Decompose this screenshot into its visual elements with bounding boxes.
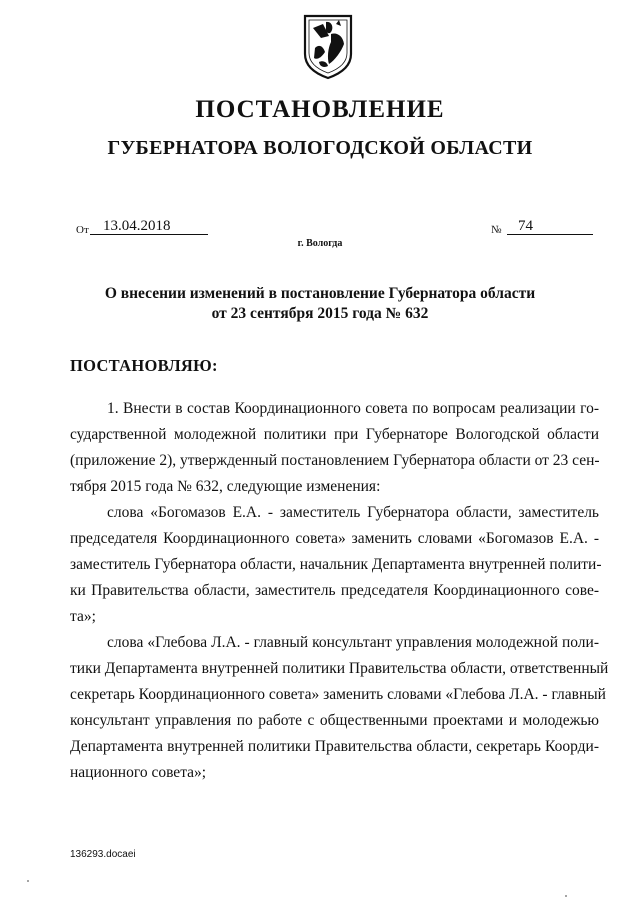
text-line: председателя Координационного совета» заменить словами «Богомазов Е.А. -: [70, 530, 599, 547]
document-body: [70, 396, 609, 786]
text-line: та»;: [70, 608, 96, 625]
text-line: слова «Богомазов Е.А. - заместитель Губернатора области, заместитель: [107, 504, 599, 521]
text-line: тики Департамента внутренней политики Правительства области, ответственный: [70, 660, 609, 677]
paragraph: [70, 500, 602, 630]
text-line: 1. Внести в состав Координационного совета по вопросам реализации го-: [107, 400, 599, 417]
text-line: сударственной молодежной политики при Губернаторе Вологодской области: [70, 426, 599, 443]
scan-speck: [565, 895, 567, 897]
text-line: консультант управления по работе с общественными проектами и молодежью: [70, 712, 599, 729]
date-value: 13.04.2018: [90, 218, 208, 235]
document-number: 74: [507, 218, 593, 235]
text-line: ки Правительства области, заместитель председателя Координационного сове-: [70, 582, 599, 599]
city-label: г. Вологда: [297, 238, 343, 249]
document-issuer: ГУБЕРНАТОРА ВОЛОГОДСКОЙ ОБЛАСТИ: [107, 137, 533, 159]
text-line: Департамента внутренней политики Правительства области, секретарь Коорди-: [70, 738, 599, 755]
number-label: №: [491, 224, 502, 236]
document-subject: [0, 284, 640, 324]
decree-heading: ПОСТАНОВЛЯЮ:: [70, 356, 218, 375]
subject-line: О внесении изменений в постановление Губернатора области: [104, 285, 536, 302]
scan-speck: [27, 880, 29, 882]
subject-line: от 23 сентября 2015 года № 632: [211, 305, 429, 322]
document-title: ПОСТАНОВЛЕНИЕ: [195, 96, 445, 123]
paragraph: [70, 396, 599, 500]
text-line: (приложение 2), утвержденный постановлением Губернатора области от 23 сен-: [70, 452, 600, 469]
footer-doc-code: 136293.docaei: [70, 849, 136, 860]
coat-of-arms-emblem: [301, 14, 355, 80]
text-line: национного совета»;: [70, 764, 207, 781]
paragraph: [70, 630, 609, 786]
text-line: секретарь Координационного совета» заменить словами «Глебова Л.А. - главный: [70, 686, 606, 703]
text-line: слова «Глебова Л.А. - главный консультант управления молодежной поли-: [107, 634, 599, 651]
text-line: тября 2015 года № 632, следующие изменения:: [70, 478, 381, 495]
date-label: От: [76, 224, 89, 236]
text-line: заместитель Губернатора области, начальник Департамента внутренней полити-: [70, 556, 602, 573]
